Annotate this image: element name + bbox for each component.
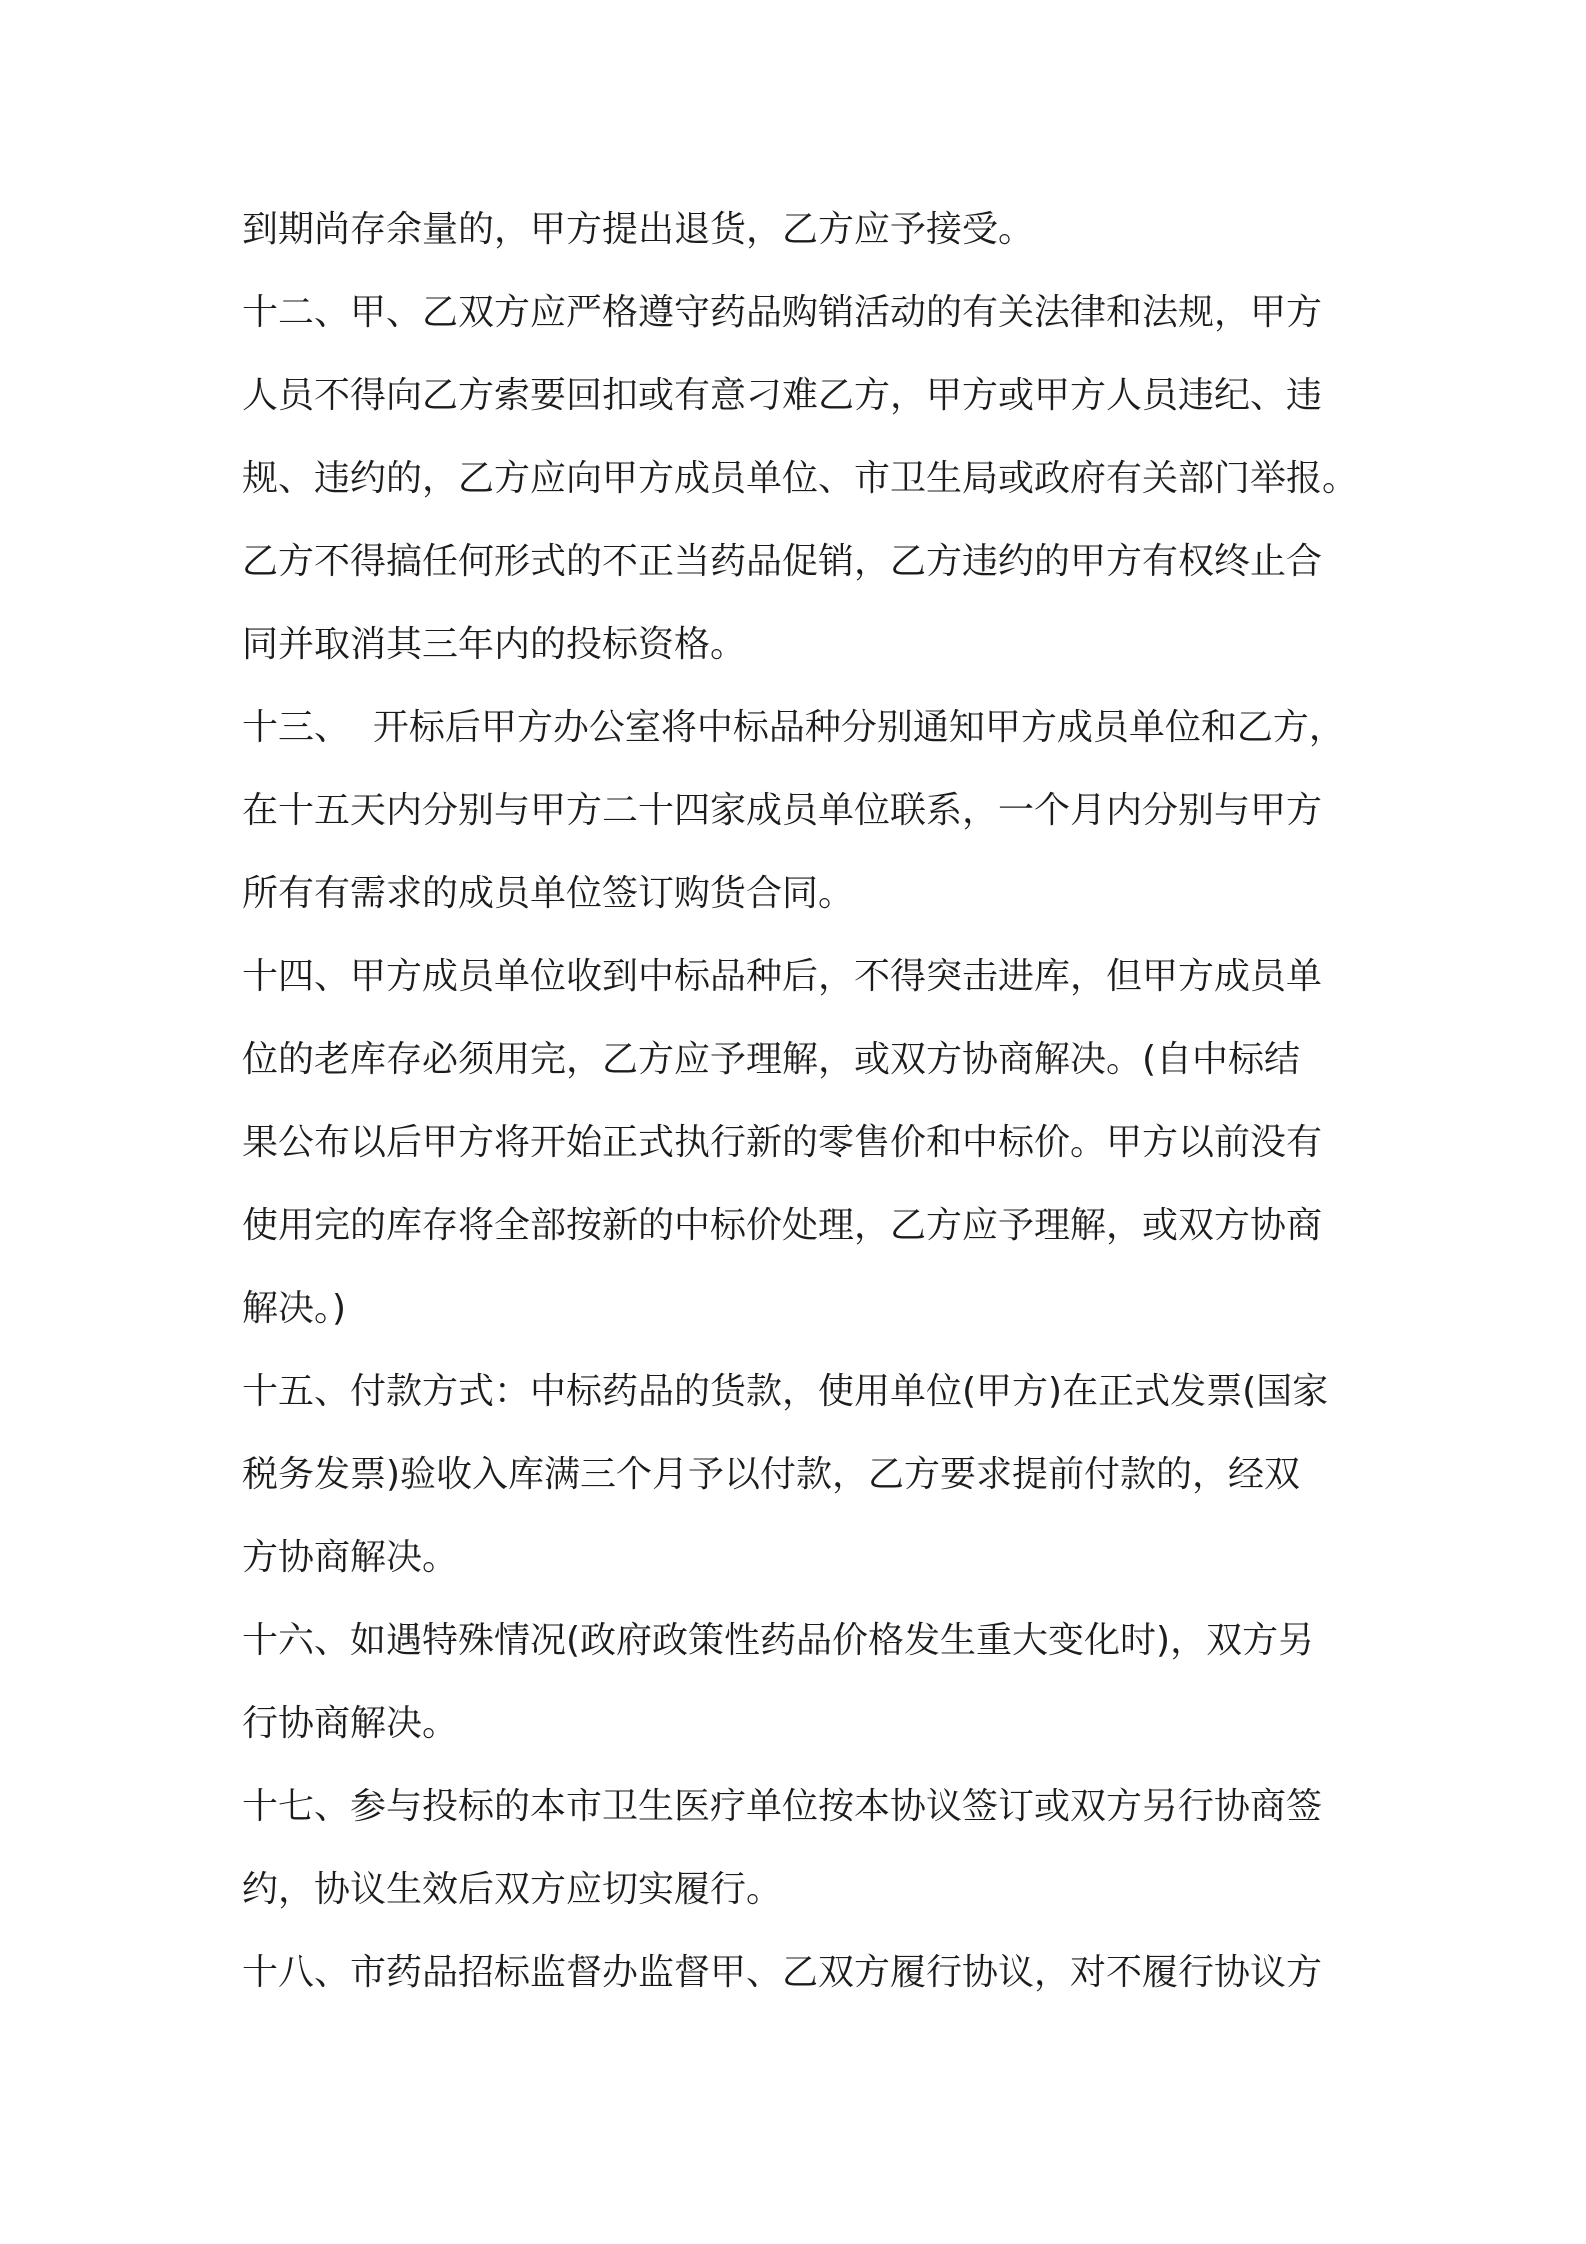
text-line: 十八、市药品招标监督办监督甲、乙双方履行协议，对不履行协议方	[242, 1952, 1323, 1993]
text-line: 乙方不得搞任何形式的不正当药品促销，乙方违约的甲方有权终止合	[242, 541, 1323, 582]
text-line: 十七、参与投标的本市卫生医疗单位按本协议签订或双方另行协商签	[242, 1786, 1323, 1827]
text-line: 同并取消其三年内的投标资格。	[242, 624, 747, 665]
clause-14	[242, 935, 1362, 1350]
text-line: 解决。)	[242, 1288, 347, 1329]
text-line: 人员不得向乙方索要回扣或有意刁难乙方，甲方或甲方人员违纪、违	[242, 375, 1323, 416]
text-line: 十六、如遇特殊情况(政府政策性药品价格发生重大变化时)，双方另	[242, 1620, 1315, 1661]
text-line: 税务发票)验收入库满三个月予以付款，乙方要求提前付款的，经双	[242, 1454, 1301, 1495]
text-line: 十三、 开标后甲方办公室将中标品种分别通知甲方成员单位和乙方，	[242, 707, 1345, 748]
text-line: 十四、甲方成员单位收到中标品种后，不得突击进库，但甲方成员单	[242, 956, 1323, 997]
text-line: 位的老库存必须用完，乙方应予理解，或双方协商解决。(自中标结	[242, 1039, 1301, 1080]
text-line: 到期尚存余量的，甲方提出退货，乙方应予接受。	[242, 209, 1035, 250]
text-line: 在十五天内分别与甲方二十四家成员单位联系，一个月内分别与甲方	[242, 790, 1323, 831]
text-line: 约，协议生效后双方应切实履行。	[242, 1869, 783, 1910]
clause-15	[242, 1350, 1362, 1599]
text-line: 方协商解决。	[242, 1537, 459, 1578]
text-line: 规、违约的，乙方应向甲方成员单位、市卫生局或政府有关部门举报。	[242, 458, 1359, 499]
text-line: 行协商解决。	[242, 1703, 459, 1744]
clause-18	[242, 1931, 1362, 2014]
text-line: 十二、甲、乙双方应严格遵守药品购销活动的有关法律和法规，甲方	[242, 292, 1323, 333]
document-body	[242, 188, 1362, 2014]
text-line: 所有有需求的成员单位签订购货合同。	[242, 873, 855, 914]
clause-16	[242, 1599, 1362, 1765]
text-line: 使用完的库存将全部按新的中标价处理，乙方应予理解，或双方协商	[242, 1205, 1323, 1246]
clause-12	[242, 271, 1362, 686]
clause-17	[242, 1765, 1362, 1931]
clause-13	[242, 686, 1362, 935]
paragraph-continuation	[242, 188, 1362, 271]
text-line: 果公布以后甲方将开始正式执行新的零售价和中标价。甲方以前没有	[242, 1122, 1323, 1163]
text-line: 十五、付款方式：中标药品的货款，使用单位(甲方)在正式发票(国家	[242, 1371, 1329, 1412]
